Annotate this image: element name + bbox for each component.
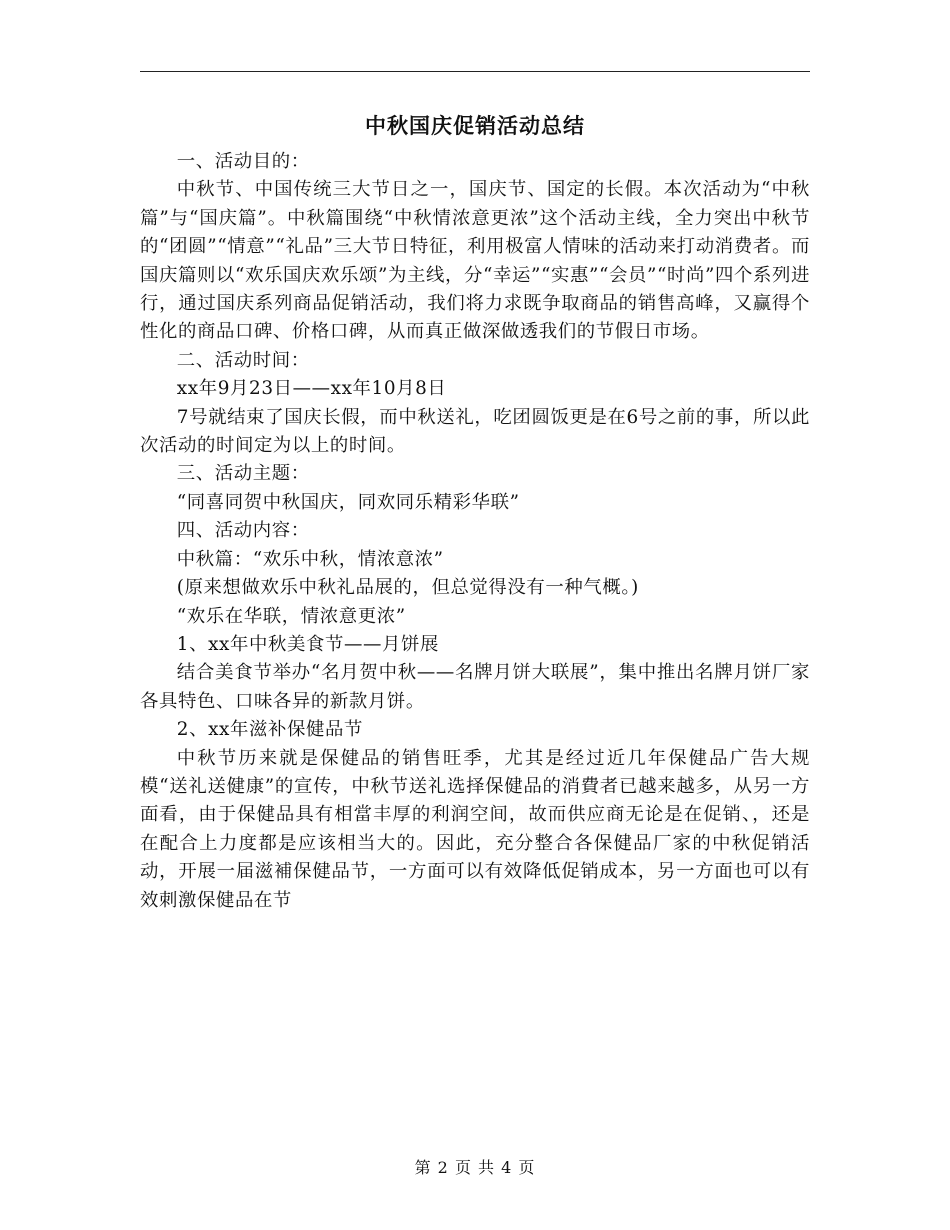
- page-number: 第 2 页 共 4 页: [414, 1158, 536, 1177]
- paragraph: “同喜同贺中秋国庆，同欢同乐精彩华联”: [176, 491, 520, 513]
- paragraph: 四、活动内容：: [176, 520, 310, 542]
- paragraph: 一、活动目的：: [176, 151, 310, 172]
- paragraph: (原来想做欢乐中秋礼品展的，但总觉得没有一种气概。): [176, 577, 639, 599]
- paragraph: “欢乐在华联，情浓意更浓”: [176, 605, 406, 627]
- paragraph: 1、xx年中秋美食节——月饼展: [176, 633, 439, 655]
- paragraph: xx年9月23日——xx年10月8日: [176, 378, 447, 400]
- paragraph: 中秋节历来就是保健品的销售旺季，尤其是经过近几年保健品广告大规模“送礼送健康”的宣传，中秋节送礼选择保健品的消費者已越来越多，从另一方面看，由于保健品具有相當丰厚的利润空间，故而供应商无论是在促销、，还是在配合上力度都是应该相当大的。因此，充分整合各保健品厂家的中秋促销活动，开展一届滋補保健品节，一方面可以有效降低促销成本，另一方面也可以有效刺激保健品在节: [140, 747, 810, 911]
- document-body: [140, 148, 810, 915]
- paragraph: 三、活动主题：: [176, 463, 310, 485]
- header-rule: [140, 71, 810, 72]
- paragraph: 二、活动时间：: [176, 349, 310, 371]
- paragraph: 7号就结束了国庆长假，而中秋送礼，吃团圆饭更是在6号之前的事，所以此次活动的时间定为以上的时间。: [140, 406, 810, 457]
- paragraph: 中秋篇：“欢乐中秋，情浓意浓”: [176, 548, 444, 570]
- paragraph: 中秋节、中国传统三大节日之一，国庆节、国定的长假。本次活动为“中秋篇”与“国庆篇”。中秋篇围绕“中秋情浓意更浓”这个活动主线，全力突出中秋节的“团圆”“情意”“礼品”三大节日特征，利用极富人情味的活动来打动消费者。而国庆篇则以“欢乐国庆欢乐颂”为主线，分“幸运”“实惠”“会员”“时尚”四个系列进行，通过国庆系列商品促销活动，我们将力求既争取商品的销售高峰，又赢得个性化的商品口碑、价格口碑，从而真正做深做透我们的节假日市场。: [140, 179, 810, 343]
- document-title: 中秋国庆促销活动总结: [365, 113, 585, 138]
- paragraph: 结合美食节举办“名月贺中秋——名牌月饼大联展”，集中推出名牌月饼厂家各具特色、口味各异的新款月饼。: [140, 662, 810, 712]
- paragraph: 2、xx年滋补保健品节: [176, 719, 363, 741]
